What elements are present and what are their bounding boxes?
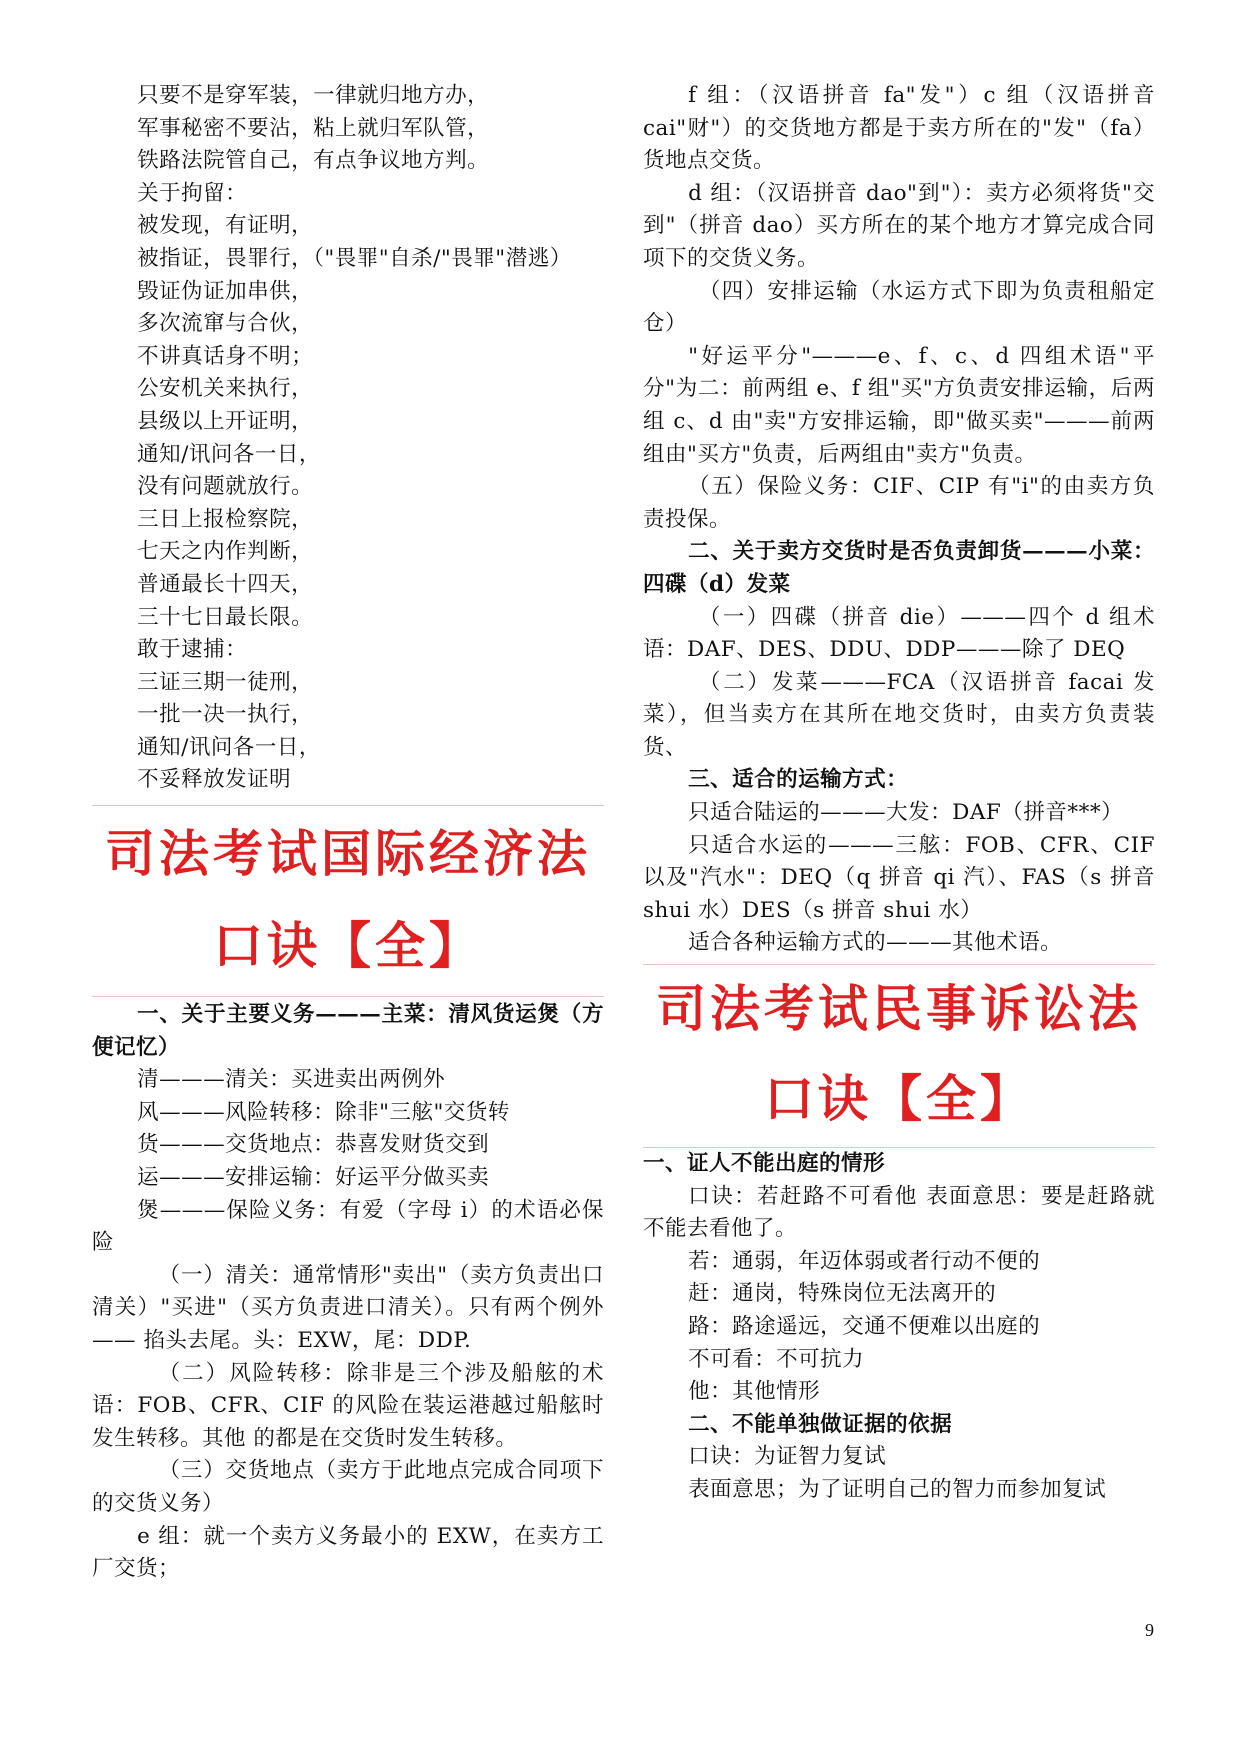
text-line: 煲———保险义务：有爱（字母 i）的术语必保险	[92, 1197, 604, 1256]
paragraph: 只适合水运的———三舷：FOB、CFR、CIF 以及"汽水"：DEQ（q 拼音 qi 汽）、FAS（s 拼音 shui 水）DES（s 拼音 shui 水）	[643, 832, 1155, 923]
witness-heading: 一、证人不能出庭的情形	[643, 1151, 886, 1177]
right-column	[643, 80, 1155, 1507]
text-line: 只要不是穿军装，一律就归地方办，	[137, 83, 490, 108]
paragraph: （二）发菜———FCA（汉语拼音 facai 发菜），但当卖方在其所在地交货时，由卖方负责装货、	[643, 669, 1155, 760]
text-line: 不可看：不可抗力	[688, 1346, 865, 1372]
section-title-subtitle: 口诀【全】	[764, 1069, 1034, 1129]
page-number: 9	[1145, 1620, 1154, 1640]
text-line: 风———风险转移：除非"三舷"交货转	[137, 1099, 510, 1125]
text-line: 三证三期一徒刑，	[137, 669, 314, 695]
text-line: 没有问题就放行。	[137, 474, 314, 500]
text-line: 适合各种运输方式的———其他术语。	[688, 930, 1063, 956]
text-line: 口诀：为证智力复试	[688, 1444, 887, 1470]
text-line: 七天之内作判断，	[137, 539, 314, 565]
text-line: 清———清关：买进卖出两例外	[137, 1067, 446, 1093]
section-title-subtitle: 口诀【全】	[213, 916, 483, 976]
text-line: 不讲真话身不明；	[137, 343, 314, 369]
evidence-heading: 二、不能单独做证据的依据	[688, 1411, 953, 1437]
text-line: 铁路法院管自己，有点争议地方判。	[137, 148, 490, 174]
text-line: 三十七日最长限。	[137, 604, 314, 630]
unloading-heading: 二、关于卖方交货时是否负责卸货———小菜：四碟（d）发菜	[643, 539, 1155, 597]
text-line: 被发现，有证明，	[137, 213, 314, 239]
paragraph: （一）清关：通常情形"卖出"（卖方负责出口清关）"买进"（买方负责进口清关）。只有两个例外—— 掐头去尾。头：EXW，尾：DDP.	[92, 1262, 604, 1353]
paragraph: d 组：（汉语拼音 dao"到"）：卖方必须将货"交到"（拼音 dao）买方所在的某个地方才算完成合同项下的交货义务。	[643, 180, 1155, 271]
text-line: 公安机关来执行，	[137, 376, 314, 402]
text-line: 敢于逮捕：	[137, 637, 248, 663]
paragraph: f 组：（汉语拼音 fa"发"）c 组（汉语拼音 cai"财"）的交货地方都是于卖方所在的"发"（fa）货地点交货。	[643, 83, 1155, 174]
main-obligations-heading: 一、关于主要义务———主菜：清风货运煲（方便记忆）	[92, 1002, 604, 1060]
paragraph: 表面意思；为了证明自己的智力而参加复试	[688, 1476, 1107, 1502]
text-line: 路：路途遥远，交通不便难以出庭的	[688, 1314, 1041, 1339]
paragraph: （二）风险转移：除非是三个涉及船舷的术语：FOB、CFR、CIF 的风险在装运港越过船舷时发生转移。其他 的都是在交货时发生转移。	[92, 1360, 604, 1451]
divider	[643, 964, 1155, 965]
text-line: 若：通弱，年迈体弱或者行动不便的	[688, 1248, 1041, 1274]
paragraph: 口诀：若赶路不可看他 表面意思：要是赶路就不能去看他了。	[643, 1183, 1155, 1242]
left-column	[92, 80, 604, 1586]
transport-heading: 三、适合的运输方式：	[688, 767, 909, 793]
text-line: 只适合陆运的———大发：DAF（拼音***）	[688, 800, 1124, 826]
paragraph: （三）交货地点（卖方于此地点完成合同项下的交货义务）	[92, 1458, 604, 1516]
divider	[92, 996, 604, 997]
text-line: 县级以上开证明，	[137, 408, 314, 434]
text-line: 三日上报检察院，	[137, 506, 314, 532]
paragraph: "好运平分"———e、f、c、d 四组术语"平分"为二：前两组 e、f 组"买"方负责安排运输，后两组 c、d 由"卖"方安排运输，即"做买卖"———前两组由"买方"负责，后两组由"卖方"负责。	[643, 343, 1155, 467]
text-line: 普通最长十四天，	[137, 571, 314, 597]
text-line: 一批一决一执行，	[137, 702, 314, 728]
paragraph: e 组：就一个卖方义务最小的 EXW，在卖方工厂交货；	[92, 1523, 604, 1582]
text-line: 赶：通岗，特殊岗位无法离开的	[688, 1281, 997, 1307]
text-line: 通知/讯问各一日，	[137, 441, 321, 467]
section-title-civil-procedure-law: 司法考试民事诉讼法	[656, 979, 1142, 1039]
text-line: 他：其他情形	[688, 1379, 821, 1405]
paragraph: （五）保险义务：CIF、CIP 有"i"的由卖方负责投保。	[643, 474, 1155, 532]
section-title-international-economic-law: 司法考试国际经济法	[105, 824, 591, 884]
text-line: 军事秘密不要沾，粘上就归军队管，	[137, 115, 490, 141]
paragraph: （一）四碟（拼音 die）———四个 d 组术语：DAF、DES、DDU、DDP———除了 DEQ	[643, 604, 1155, 663]
paragraph: （四）安排运输（水运方式下即为负责租船定仓）	[643, 278, 1155, 337]
text-line: 不妥释放发证明	[137, 767, 292, 793]
text-line: 多次流窜与合伙，	[137, 311, 314, 337]
text-line: 运———安排运输：好运平分做买卖	[137, 1165, 490, 1191]
text-line: 被指证，畏罪行，（"畏罪"自杀/"畏罪"潜逃）	[137, 245, 572, 271]
text-line: 毁证伪证加串供，	[137, 278, 314, 304]
text-line: 关于拘留：	[137, 180, 248, 206]
text-line: 货———交货地点：恭喜发财货交到	[137, 1132, 490, 1158]
divider	[92, 805, 604, 806]
text-line: 通知/讯问各一日，	[137, 734, 321, 760]
